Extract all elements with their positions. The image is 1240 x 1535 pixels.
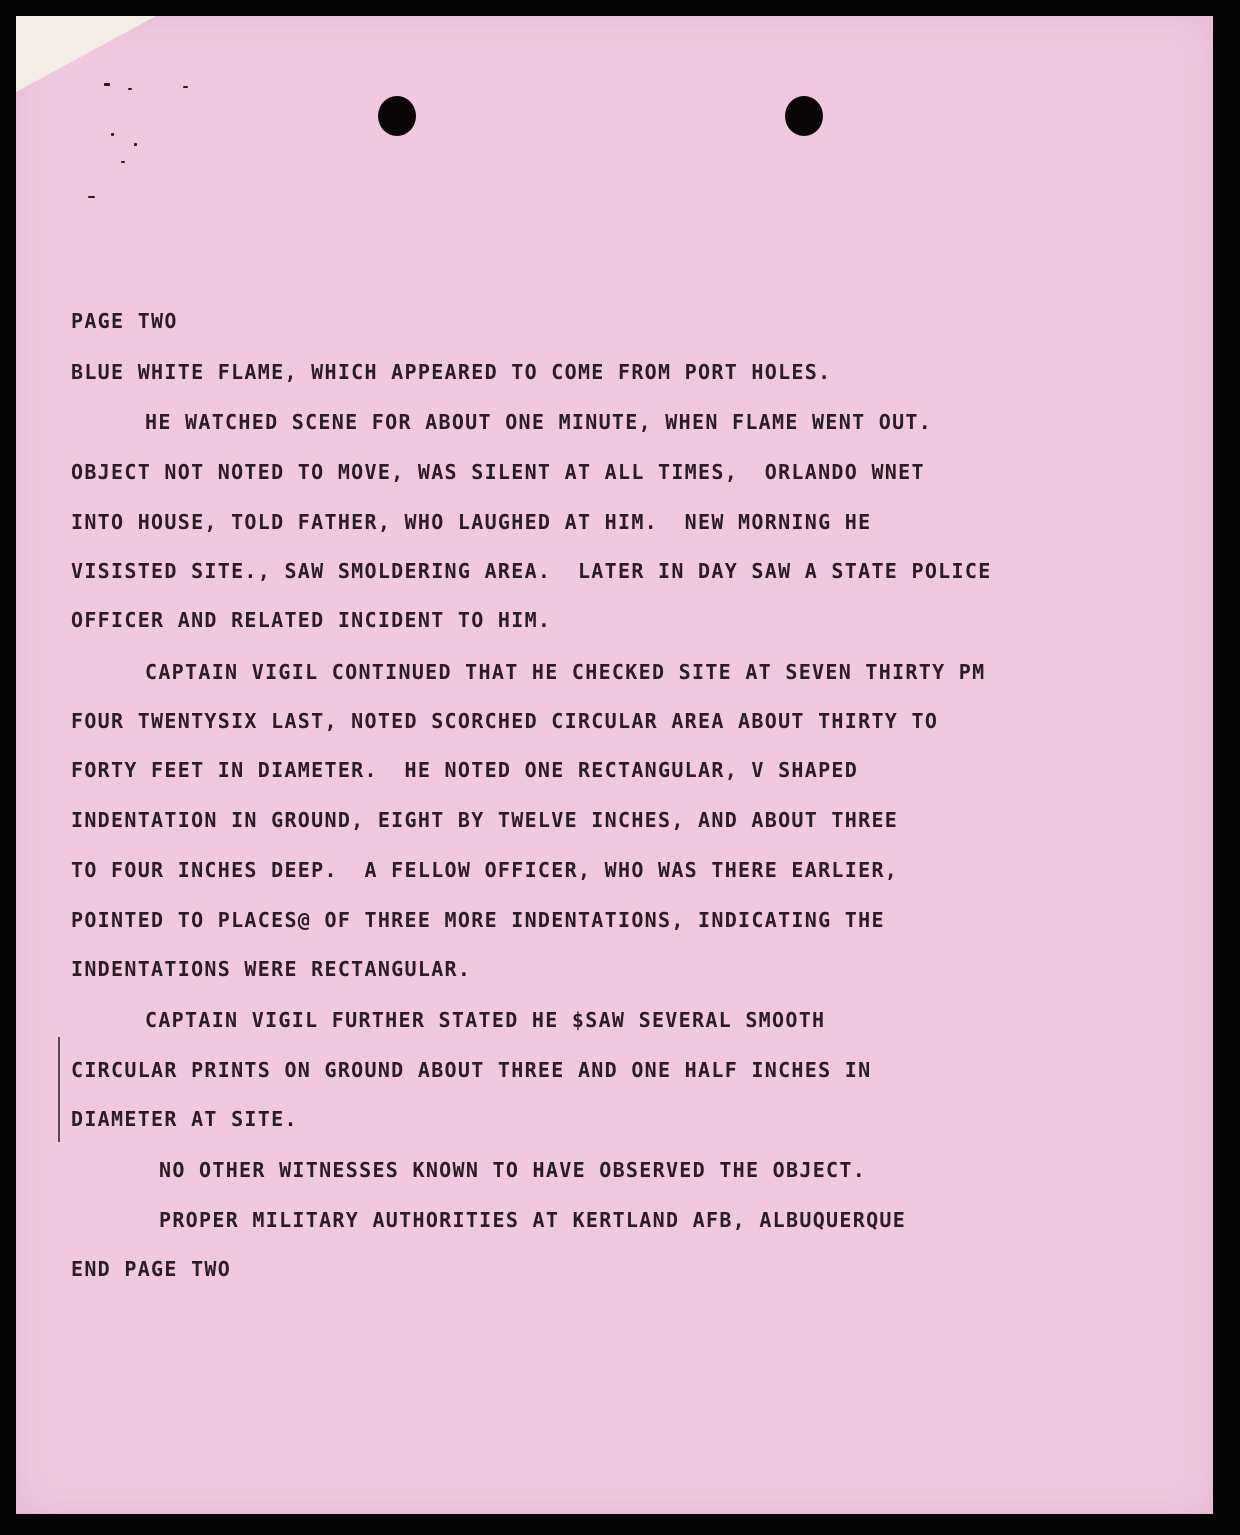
- text-line: CIRCULAR PRINTS ON GROUND ABOUT THREE AND ONE HALF INCHES IN: [71, 1058, 872, 1082]
- text-line: OFFICER AND RELATED INCIDENT TO HIM.: [71, 608, 552, 632]
- text-line: BLUE WHITE FLAME, WHICH APPEARED TO COME FROM PORT HOLES.: [71, 360, 832, 384]
- ink-speck: [104, 83, 110, 86]
- punch-hole-right: [785, 96, 823, 136]
- text-line: INDENTATION IN GROUND, EIGHT BY TWELVE INCHES, AND ABOUT THREE: [71, 808, 899, 832]
- text-line: CAPTAIN VIGIL FURTHER STATED HE $SAW SEVERAL SMOOTH: [145, 1008, 826, 1032]
- margin-line: [58, 1037, 60, 1142]
- text-line: FORTY FEET IN DIAMETER. HE NOTED ONE RECTANGULAR, V SHAPED: [71, 758, 859, 782]
- text-line: TO FOUR INCHES DEEP. A FELLOW OFFICER, WHO WAS THERE EARLIER,: [71, 858, 899, 882]
- text-line: NO OTHER WITNESSES KNOWN TO HAVE OBSERVED THE OBJECT.: [159, 1158, 867, 1182]
- text-line: FOUR TWENTYSIX LAST, NOTED SCORCHED CIRCULAR AREA ABOUT THIRTY TO: [71, 709, 939, 733]
- text-line: DIAMETER AT SITE.: [71, 1107, 298, 1131]
- page-heading: PAGE TWO: [71, 309, 178, 333]
- ink-speck: [121, 161, 125, 163]
- ink-speck: [134, 143, 137, 146]
- torn-corner: [16, 16, 156, 92]
- text-line: INDENTATIONS WERE RECTANGULAR.: [71, 957, 472, 981]
- text-line: PROPER MILITARY AUTHORITIES AT KERTLAND AFB, ALBUQUERQUE: [159, 1208, 907, 1232]
- text-line: OBJECT NOT NOTED TO MOVE, WAS SILENT AT ALL TIMES, ORLANDO WNET: [71, 460, 925, 484]
- text-line: INTO HOUSE, TOLD FATHER, WHO LAUGHED AT HIM. NEW MORNING HE: [71, 510, 872, 534]
- text-line: HE WATCHED SCENE FOR ABOUT ONE MINUTE, WHEN FLAME WENT OUT.: [145, 410, 933, 434]
- text-line: VISISTED SITE., SAW SMOLDERING AREA. LATER IN DAY SAW A STATE POLICE: [71, 559, 992, 583]
- ink-speck: [128, 88, 132, 90]
- ink-speck: [88, 196, 95, 198]
- ink-speck: [183, 86, 188, 88]
- punch-hole-left: [378, 96, 416, 136]
- document-page: [16, 16, 1213, 1514]
- page-footer: END PAGE TWO: [71, 1257, 232, 1281]
- text-line: POINTED TO PLACES@ OF THREE MORE INDENTATIONS, INDICATING THE: [71, 908, 885, 932]
- ink-speck: [111, 133, 114, 136]
- text-line: CAPTAIN VIGIL CONTINUED THAT HE CHECKED SITE AT SEVEN THIRTY PM: [145, 660, 986, 684]
